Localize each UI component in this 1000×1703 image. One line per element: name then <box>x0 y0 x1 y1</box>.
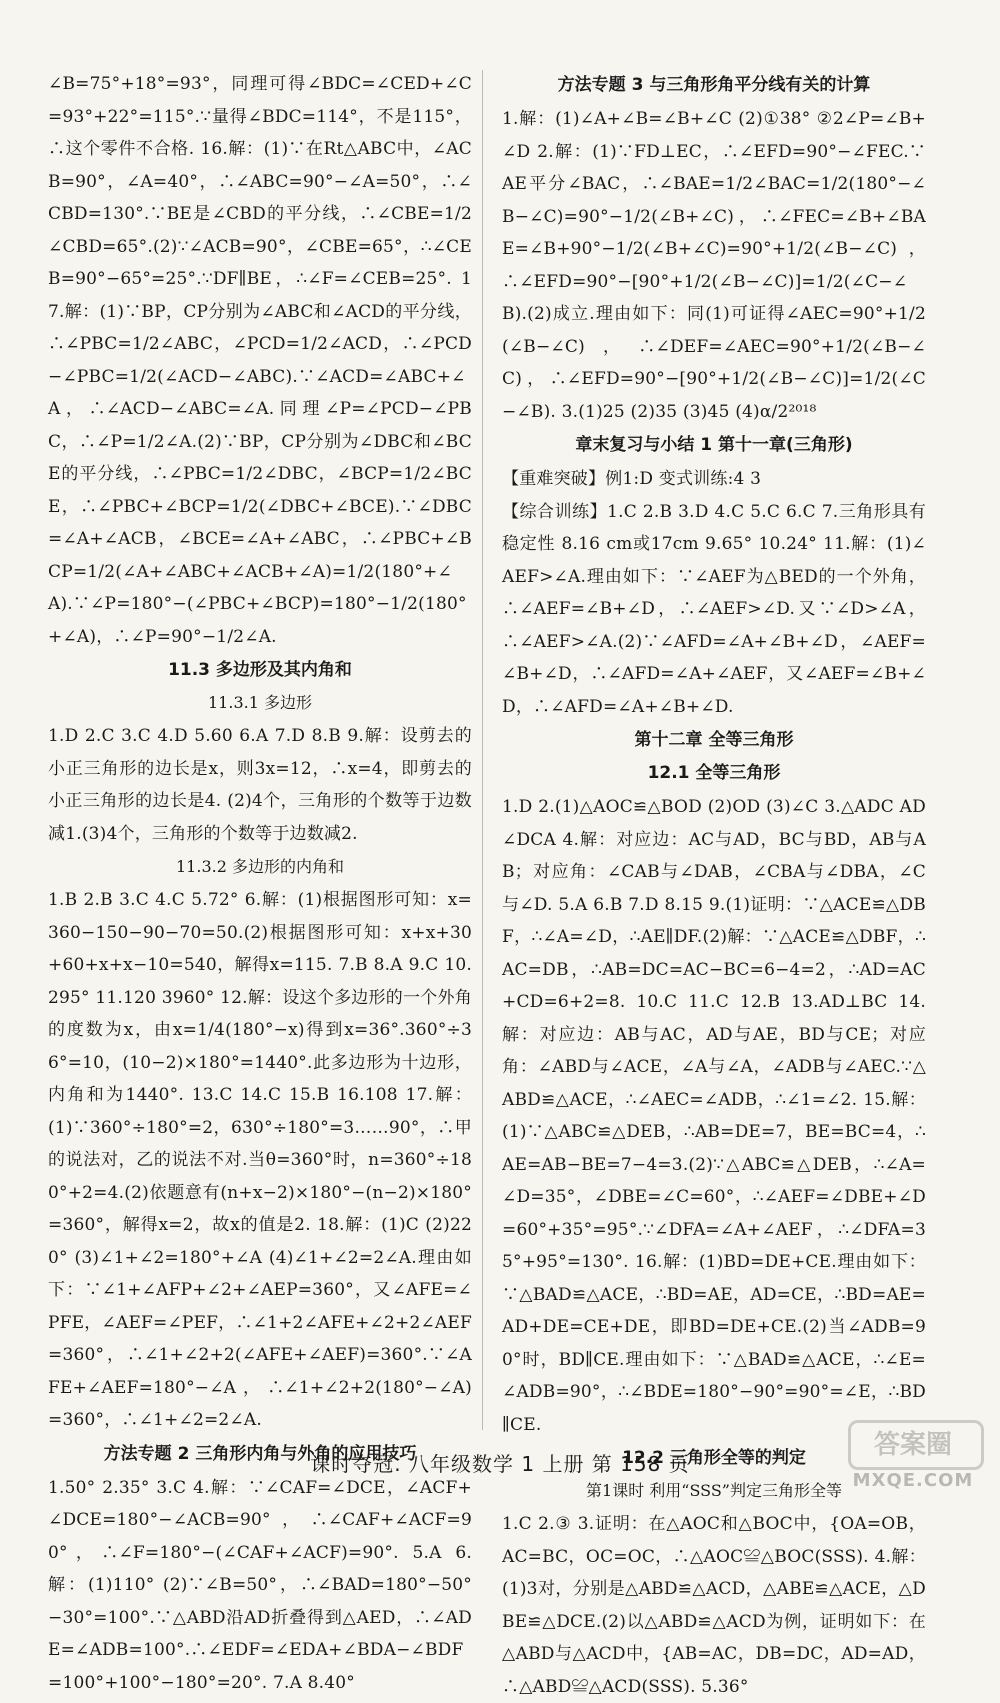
watermark-text: MXQE.COM <box>852 1470 974 1491</box>
watermark-cn: 答案圈 <box>873 1430 952 1460</box>
answer-paragraph: 1.B 2.B 3.C 4.C 5.72° 6.解：(1)根据图形可知：x=360−150−90−70=50.(2)根据图形可知：x+x+30+60+x+x−10=540，解得x=115. 7.B 8.A 9.C 10.295° 11.120 3960° 12.解：设这个多边形的一个外角的度数为x，由x=1/4(180°−x)得到x=36°.360°÷36°=10，(10−2)×180°=1440°.此多边形为十边形，内角和为1440°. 13.C 14.C 15.B 16.108 17.解：(1)∵360°÷180°=2，630°÷180°=3……90°，∴甲的说法对，乙的说法不对.当θ=360°时，n=360°÷180°+2=4.(2)依题意有(n+x−2)×180°−(n−2)×180°=360°，解得x=2，故x的值是2. 18.解：(1)C (2)220° (3)∠1+∠2=180°+∠A (4)∠1+∠2=2∠A.理由如下：∵∠1+∠AFP+∠2+∠AEP=360°，又∠AFE=∠PFE，∠AEF=∠PEF，∴∠1+2∠AFE+∠2+2∠AEF=360°，∴∠1+∠2+2(∠AFE+∠AEF)=360°.∵∠AFE+∠AEF=180°−∠A，∴∠1+∠2+2(180°−∠A)=360°，∴∠1+∠2=2∠A. <box>48 890 472 1430</box>
section-heading: 方法专题 3 与三角形角平分线有关的计算 <box>557 75 871 95</box>
answer-paragraph: 1.D 2.(1)△AOC≌△BOD (2)OD (3)∠C 3.△ADC AD ∠DCA 4.解：对应边：AC与AD，BC与BD，AB与AB；对应角：∠CAB与∠DAB，∠CBA与∠DBA，∠C与∠D. 5.A 6.B 7.D 8.15 9.(1)证明：∵△ACE≌△DBF，∴∠A=∠D，∴AE∥DF.(2)解：∵△ACE≌△DBF，∴AC=DB，∴AB=DC=AC−BC=6−4=2，∴AD=AC+CD=6+2=8. 10.C 11.C 12.B 13.AD⊥BC 14.解：对应边：AB与AC，AD与AE，BD与CE；对应角：∠ABD与∠ACE，∠A与∠A，∠ADB与∠AEC.∵△ABD≌△ACE，∴∠AEC=∠ADB，∴∠1=∠2. 15.解：(1)∵△ABC≌△DEB，∴AB=DE=7，BE=BC=4，∴AE=AB−BE=7−4=3.(2)∵△ABC≌△DEB，∴∠A=∠D=35°，∠DBE=∠C=60°，∴∠AEF=∠DBE+∠D=60°+35°=95°.∵∠DFA=∠A+∠AEF，∴∠DFA=35°+95°=130°. 16.解：(1)BD=DE+CE.理由如下：∵△BAD≌△ACE，∴BD=AE，AD=CE，∴BD=AE=AD+DE=CE+DE，即BD=DE+CE.(2)当∠ADB=90°时，BD∥CE.理由如下：∵△BAD≌△ACE，∴∠E=∠ADB=90°，∴∠BDE=180°−90°=90°=∠E，∴BD∥CE. <box>502 797 926 1435</box>
page-footer: 课时夺冠. 八年级数学 1 上册 第 158 页 <box>310 1452 690 1476</box>
answer-paragraph: ∠B=75°+18°=93°，同理可得∠BDC=∠CED+∠C=93°+22°=115°.∵量得∠BDC=114°，不是115°，∴这个零件不合格. 16.解：(1)∵在Rt△ABC中，∠ACB=90°，∠A=40°，∴∠ABC=90°−∠A=50°，∴∠CBD=130°.∵BE是∠CBD的平分线，∴∠CBE=1/2∠CBD=65°.(2)∵∠ACB=90°，∠CBE=65°，∴∠CEB=90°−65°=25°.∵DF∥BE，∴∠F=∠CEB=25°. 17.解：(1)∵BP，CP分别为∠ABC和∠ACD的平分线，∴∠PBC=1/2∠ABC，∠PCD=1/2∠ACD，∴∠PCD−∠PBC=1/2(∠ACD−∠ABC).∵∠ACD=∠ABC+∠A，∴∠ACD−∠ABC=∠A.同理∠P=∠PCD−∠PBC，∴∠P=1/2∠A.(2)∵BP，CP分别为∠DBC和∠BCE的平分线，∴∠PBC=1/2∠DBC，∠BCP=1/2∠BCE，∴∠PBC+∠BCP=1/2(∠DBC+∠BCE).∵∠DBC=∠A+∠ACB，∠BCE=∠A+∠ABC，∴∠PBC+∠BCP=1/2(∠A+∠ABC+∠ACB+∠A)=1/2(180°+∠A).∵∠P=180°−(∠PBC+∠BCP)=180°−1/2(180°+∠A)，∴∠P=90°−1/2∠A. <box>48 74 472 647</box>
section-heading: 12.2 三角形全等的判定 <box>622 1448 806 1468</box>
answer-paragraph: 1.C 2.③ 3.证明：在△AOC和△BOC中，{OA=OB，AC=BC，OC=OC，∴△AOC≌△BOC(SSS). 4.解：(1)3对，分别是△ABD≌△ACD，△ABE≌△ACE，△DBE≌△DCE.(2)以△ABD≌△ACD为例，证明如下：在△ABD与△ACD中，{AB=AC，DB=DC，AD=AD，∴△ABD≌△ACD(SSS). 5.36° <box>502 1514 926 1697</box>
section-heading: 第十二章 全等三角形 <box>634 730 794 750</box>
subsection-heading: 第1课时 利用“SSS”判定三角形全等 <box>586 1481 842 1500</box>
answer-paragraph: 1.50° 2.35° 3.C 4.解：∵∠CAF=∠DCE，∠ACF+∠DCE=180°−∠ACB=90°，∴∠CAF+∠ACF=90°，∴∠F=180°−(∠CAF+∠ACF)=90°. 5.A 6.解：(1)110° (2)∵∠B=50°，∴∠BAD=180°−50°−30°=100°.∵△ABD沿AD折叠得到△AED，∴∠ADE=∠ADB=100°.∴∠EDF=∠EDA+∠BDA−∠BDF=100°+100°−180°=20°. 7.A 8.40° <box>48 1477 472 1693</box>
answer-paragraph: 1.D 2.C 3.C 4.D 5.60 6.A 7.D 8.B 9.解：设剪去的小正三角形的边长是x，则3x=12，∴x=4，即剪去的小正三角形的边长是4. (2)4个，三角形的个数等于边数减1.(3)4个，三角形的个数等于边数减2. <box>48 726 472 844</box>
answer-paragraph: 1.解：(1)∠A+∠B=∠B+∠C (2)①38° ②2∠P=∠B+∠D 2.解：(1)∵FD⊥EC，∴∠EFD=90°−∠FEC.∵AE平分∠BAC，∴∠BAE=1/2∠BAC=1/2(180°−∠B−∠C)=90°−1/2(∠B+∠C)，∴∠FEC=∠B+∠BAE=∠B+90°−1/2(∠B+∠C)=90°+1/2(∠B−∠C)，∴∠EFD=90°−[90°+1/2(∠B−∠C)]=1/2(∠C−∠B).(2)成立.理由如下：同(1)可证得∠AEC=90°+1/2(∠B−∠C)，∴∠DEF=∠AEC=90°+1/2(∠B−∠C)，∴∠EFD=90°−[90°+1/2(∠B−∠C)]=1/2(∠C−∠B). 3.(1)25 (2)35 (3)45 (4)α/2²⁰¹⁸ <box>502 109 926 422</box>
answer-paragraph: 【综合训练】1.C 2.B 3.D 4.C 5.C 6.C 7.三角形具有稳定性 8.16 cm或17cm 9.65° 10.24° 11.解：(1)∠AEF>∠A.理由如下：∵∠AEF为△BED的一个外角，∴∠AEF=∠B+∠D，∴∠AEF>∠D.又∵∠D>∠A，∴∠AEF>∠A.(2)∵∠AFD=∠A+∠B+∠D，∠AEF=∠B+∠D，∴∠AFD=∠A+∠AEF，又∠AEF=∠B+∠D，∴∠AFD=∠A+∠B+∠D. <box>502 501 926 717</box>
column-divider <box>482 70 483 1430</box>
section-heading: 12.1 全等三角形 <box>647 763 781 783</box>
subsection-heading: 11.3.1 多边形 <box>208 693 312 712</box>
section-heading: 章末复习与小结 1 第十一章(三角形) <box>575 435 853 455</box>
subsection-heading: 11.3.2 多边形的内角和 <box>176 857 344 876</box>
section-heading: 方法专题 2 三角形内角与外角的应用技巧 <box>103 1443 417 1464</box>
answer-paragraph: 【重难突破】例1:D 变式训练:4 3 <box>502 469 762 489</box>
section-heading: 11.3 多边形及其内角和 <box>168 660 352 680</box>
watermark-logo <box>838 1420 988 1498</box>
